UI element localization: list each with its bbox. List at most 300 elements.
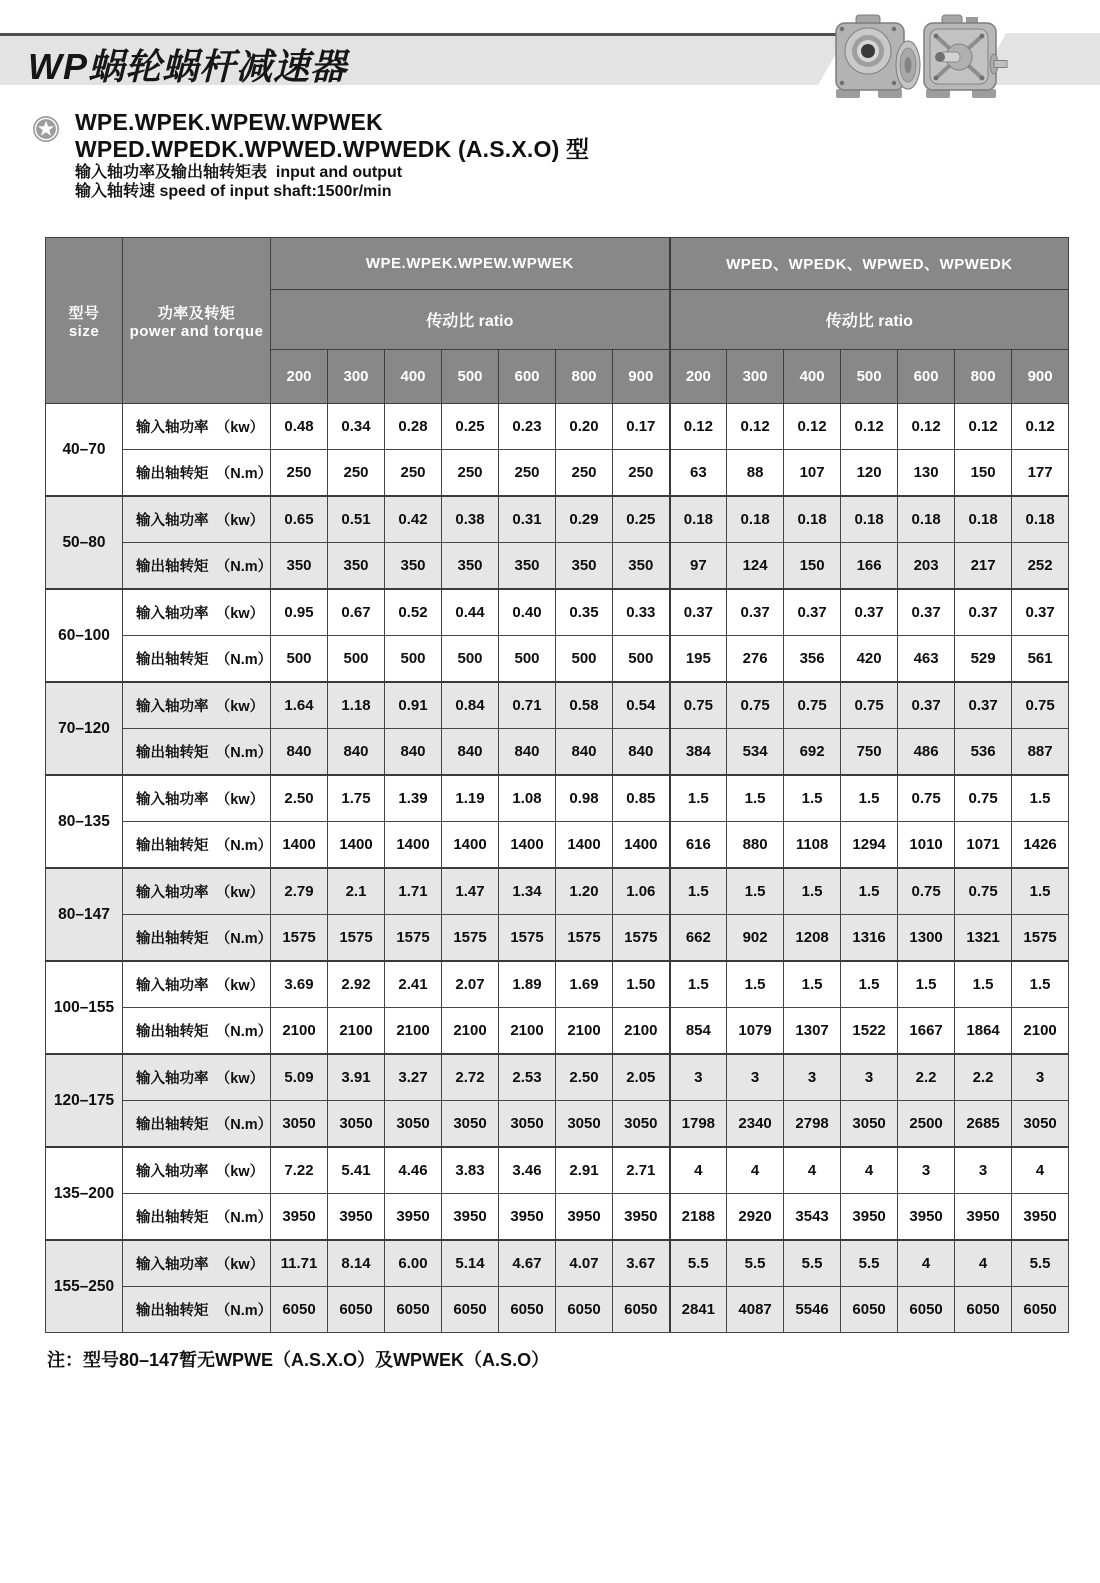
power-row — [46, 589, 1069, 636]
power-value: 0.33 — [613, 589, 670, 636]
power-value: 1.50 — [613, 961, 670, 1008]
power-value: 1.5 — [1012, 775, 1069, 822]
torque-row — [46, 543, 1069, 590]
torque-value: 500 — [613, 636, 670, 683]
power-value: 0.23 — [499, 404, 556, 450]
torque-value: 3950 — [442, 1194, 499, 1241]
power-value: 3 — [841, 1054, 898, 1101]
row-label-power: 输入轴功率 （kw） — [123, 775, 271, 822]
power-row — [46, 961, 1069, 1008]
power-value: 4 — [1012, 1147, 1069, 1194]
torque-value: 887 — [1012, 729, 1069, 776]
torque-value: 3950 — [271, 1194, 328, 1241]
torque-value: 6050 — [499, 1287, 556, 1333]
size-header-en: size — [68, 322, 100, 340]
torque-value: 500 — [385, 636, 442, 683]
power-value: 1.5 — [841, 775, 898, 822]
power-value: 0.12 — [727, 404, 784, 450]
power-value: 0.31 — [499, 496, 556, 543]
power-value: 0.37 — [898, 682, 955, 729]
power-value: 3 — [727, 1054, 784, 1101]
torque-value: 3950 — [841, 1194, 898, 1241]
footnote: 注：型号80–147暂无WPWE（A.S.X.O）及WPWEK（A.S.O） — [47, 1350, 550, 1370]
torque-value: 840 — [613, 729, 670, 776]
torque-value: 561 — [1012, 636, 1069, 683]
power-value: 3.46 — [499, 1147, 556, 1194]
row-label-power: 输入轴功率 （kw） — [123, 404, 271, 450]
torque-value: 3050 — [385, 1101, 442, 1148]
torque-value: 3543 — [784, 1194, 841, 1241]
size-cell: 40–70 — [46, 404, 123, 497]
power-value: 0.25 — [442, 404, 499, 450]
power-value: 3.91 — [328, 1054, 385, 1101]
power-value: 0.71 — [499, 682, 556, 729]
torque-value: 500 — [556, 636, 613, 683]
torque-value: 217 — [955, 543, 1012, 590]
power-row — [46, 496, 1069, 543]
power-value: 0.40 — [499, 589, 556, 636]
ratio-header-1-800: 800 — [556, 350, 613, 404]
torque-value: 6050 — [442, 1287, 499, 1333]
torque-value: 3050 — [271, 1101, 328, 1148]
torque-value: 356 — [784, 636, 841, 683]
power-value: 4.67 — [499, 1240, 556, 1287]
ratio-header-2-300: 300 — [727, 350, 784, 404]
power-value: 1.47 — [442, 868, 499, 915]
power-row — [46, 1240, 1069, 1287]
heading-block — [75, 109, 589, 201]
power-value: 3 — [1012, 1054, 1069, 1101]
torque-value: 2100 — [499, 1008, 556, 1055]
power-value: 0.37 — [727, 589, 784, 636]
torque-value: 130 — [898, 450, 955, 497]
power-value: 1.75 — [328, 775, 385, 822]
torque-value: 6050 — [556, 1287, 613, 1333]
torque-value: 6050 — [271, 1287, 328, 1333]
torque-row — [46, 1008, 1069, 1055]
power-value: 5.5 — [670, 1240, 727, 1287]
group1-ratio-label: 传动比 ratio — [271, 290, 670, 350]
power-value: 0.75 — [1012, 682, 1069, 729]
torque-value: 616 — [670, 822, 727, 869]
power-value: 1.5 — [727, 775, 784, 822]
power-value: 0.37 — [670, 589, 727, 636]
torque-value: 840 — [328, 729, 385, 776]
power-value: 2.72 — [442, 1054, 499, 1101]
power-header-zh: 功率及转矩 — [157, 304, 236, 322]
power-value: 0.84 — [442, 682, 499, 729]
power-header-en: power and torque — [129, 322, 264, 340]
torque-value: 6050 — [385, 1287, 442, 1333]
power-value: 0.91 — [385, 682, 442, 729]
torque-value: 276 — [727, 636, 784, 683]
row-label-power: 输入轴功率 （kw） — [123, 682, 271, 729]
torque-value: 500 — [271, 636, 328, 683]
size-cell: 100–155 — [46, 961, 123, 1054]
torque-value: 97 — [670, 543, 727, 590]
torque-value: 692 — [784, 729, 841, 776]
torque-value: 384 — [670, 729, 727, 776]
torque-value: 3950 — [499, 1194, 556, 1241]
torque-value: 124 — [727, 543, 784, 590]
torque-value: 252 — [1012, 543, 1069, 590]
model-series-line-2: WPED.WPEDK.WPWED.WPWEDK (A.S.X.O) 型 — [75, 136, 590, 162]
ratio-header-1-200: 200 — [271, 350, 328, 404]
torque-value: 1316 — [841, 915, 898, 962]
torque-value: 1798 — [670, 1101, 727, 1148]
torque-value: 1575 — [385, 915, 442, 962]
power-value: 0.12 — [841, 404, 898, 450]
size-cell: 70–120 — [46, 682, 123, 775]
torque-value: 3050 — [499, 1101, 556, 1148]
power-value: 4.07 — [556, 1240, 613, 1287]
power-value: 0.12 — [955, 404, 1012, 450]
torque-value: 6050 — [898, 1287, 955, 1333]
torque-value: 63 — [670, 450, 727, 497]
row-label-torque: 输出轴转矩 （N.m） — [123, 543, 271, 590]
row-label-power: 输入轴功率 （kw） — [123, 868, 271, 915]
torque-value: 500 — [499, 636, 556, 683]
size-column-header — [46, 238, 123, 404]
torque-value: 1300 — [898, 915, 955, 962]
torque-value: 840 — [499, 729, 556, 776]
row-label-torque: 输出轴转矩 （N.m） — [123, 450, 271, 497]
power-value: 1.69 — [556, 961, 613, 1008]
power-value: 0.48 — [271, 404, 328, 450]
ratio-header-2-900: 900 — [1012, 350, 1069, 404]
power-value: 1.71 — [385, 868, 442, 915]
torque-row — [46, 450, 1069, 497]
ratio-header-1-400: 400 — [385, 350, 442, 404]
power-value: 2.91 — [556, 1147, 613, 1194]
power-value: 2.50 — [271, 775, 328, 822]
torque-value: 840 — [556, 729, 613, 776]
row-label-torque: 输出轴转矩 （N.m） — [123, 1194, 271, 1241]
row-label-torque: 输出轴转矩 （N.m） — [123, 1101, 271, 1148]
power-value: 1.5 — [784, 868, 841, 915]
torque-value: 2798 — [784, 1101, 841, 1148]
power-value: 2.92 — [328, 961, 385, 1008]
ratio-header-2-400: 400 — [784, 350, 841, 404]
power-value: 4 — [955, 1240, 1012, 1287]
torque-value: 250 — [328, 450, 385, 497]
power-value: 0.18 — [898, 496, 955, 543]
torque-value: 500 — [442, 636, 499, 683]
torque-value: 2100 — [385, 1008, 442, 1055]
row-label-torque: 输出轴转矩 （N.m） — [123, 1008, 271, 1055]
power-value: 0.85 — [613, 775, 670, 822]
torque-value: 88 — [727, 450, 784, 497]
torque-value: 150 — [784, 543, 841, 590]
page-title: WP蜗轮蜗杆减速器 — [28, 46, 347, 87]
torque-value: 2100 — [271, 1008, 328, 1055]
power-value: 6.00 — [385, 1240, 442, 1287]
gear-reducer-photos — [826, 3, 1010, 105]
torque-value: 3950 — [1012, 1194, 1069, 1241]
torque-value: 250 — [613, 450, 670, 497]
torque-value: 1667 — [898, 1008, 955, 1055]
power-value: 3.83 — [442, 1147, 499, 1194]
torque-value: 529 — [955, 636, 1012, 683]
torque-value: 1400 — [328, 822, 385, 869]
power-row — [46, 1054, 1069, 1101]
torque-value: 2685 — [955, 1101, 1012, 1148]
power-value: 0.12 — [898, 404, 955, 450]
power-value: 7.22 — [271, 1147, 328, 1194]
power-value: 1.64 — [271, 682, 328, 729]
power-value: 0.37 — [955, 682, 1012, 729]
power-value: 1.5 — [898, 961, 955, 1008]
torque-value: 1400 — [613, 822, 670, 869]
power-value: 0.18 — [670, 496, 727, 543]
size-cell: 120–175 — [46, 1054, 123, 1147]
torque-value: 1575 — [328, 915, 385, 962]
power-value: 1.08 — [499, 775, 556, 822]
power-value: 1.06 — [613, 868, 670, 915]
power-value: 1.5 — [1012, 868, 1069, 915]
size-cell: 135–200 — [46, 1147, 123, 1240]
power-value: 4 — [727, 1147, 784, 1194]
torque-value: 177 — [1012, 450, 1069, 497]
size-cell: 50–80 — [46, 496, 123, 589]
torque-value: 840 — [385, 729, 442, 776]
torque-value: 2100 — [1012, 1008, 1069, 1055]
torque-value: 6050 — [1012, 1287, 1069, 1333]
ratio-header-1-500: 500 — [442, 350, 499, 404]
torque-value: 3950 — [385, 1194, 442, 1241]
power-value: 0.75 — [955, 868, 1012, 915]
ratio-header-1-300: 300 — [328, 350, 385, 404]
torque-row — [46, 1101, 1069, 1148]
power-value: 11.71 — [271, 1240, 328, 1287]
torque-value: 250 — [271, 450, 328, 497]
power-value: 1.89 — [499, 961, 556, 1008]
row-label-power: 输入轴功率 （kw） — [123, 589, 271, 636]
power-value: 0.75 — [898, 775, 955, 822]
torque-value: 1071 — [955, 822, 1012, 869]
torque-value: 1400 — [385, 822, 442, 869]
torque-value: 3950 — [556, 1194, 613, 1241]
row-label-power: 输入轴功率 （kw） — [123, 1240, 271, 1287]
power-value: 1.5 — [670, 868, 727, 915]
torque-value: 6050 — [955, 1287, 1012, 1333]
torque-value: 350 — [271, 543, 328, 590]
ratio-header-2-200: 200 — [670, 350, 727, 404]
power-value: 1.5 — [1012, 961, 1069, 1008]
torque-value: 662 — [670, 915, 727, 962]
power-value: 1.5 — [955, 961, 1012, 1008]
power-value: 2.07 — [442, 961, 499, 1008]
power-value: 5.41 — [328, 1147, 385, 1194]
power-value: 1.5 — [784, 775, 841, 822]
torque-value: 1575 — [613, 915, 670, 962]
torque-value: 1522 — [841, 1008, 898, 1055]
power-value: 2.79 — [271, 868, 328, 915]
torque-value: 3050 — [841, 1101, 898, 1148]
power-value: 1.5 — [784, 961, 841, 1008]
power-value: 1.5 — [841, 961, 898, 1008]
torque-value: 2188 — [670, 1194, 727, 1241]
power-value: 1.5 — [841, 868, 898, 915]
power-value: 0.18 — [1012, 496, 1069, 543]
torque-value: 107 — [784, 450, 841, 497]
torque-value: 880 — [727, 822, 784, 869]
power-value: 5.5 — [784, 1240, 841, 1287]
group1-title: WPE.WPEK.WPEW.WPWEK — [271, 238, 670, 290]
group-title-row — [46, 238, 1069, 290]
torque-value: 463 — [898, 636, 955, 683]
group2-title: WPED、WPEDK、WPWED、WPWEDK — [670, 238, 1069, 290]
torque-value: 350 — [385, 543, 442, 590]
power-value: 3 — [955, 1147, 1012, 1194]
power-value: 1.34 — [499, 868, 556, 915]
torque-value: 1208 — [784, 915, 841, 962]
row-label-torque: 输出轴转矩 （N.m） — [123, 1287, 271, 1333]
size-cell: 80–147 — [46, 868, 123, 961]
torque-value: 1575 — [442, 915, 499, 962]
torque-value: 536 — [955, 729, 1012, 776]
power-value: 4.46 — [385, 1147, 442, 1194]
torque-value: 486 — [898, 729, 955, 776]
power-value: 0.12 — [784, 404, 841, 450]
torque-value: 1400 — [499, 822, 556, 869]
torque-value: 120 — [841, 450, 898, 497]
row-label-power: 输入轴功率 （kw） — [123, 1147, 271, 1194]
group2-ratio-label: 传动比 ratio — [670, 290, 1069, 350]
power-value: 3.27 — [385, 1054, 442, 1101]
power-value: 1.5 — [727, 868, 784, 915]
torque-value: 840 — [271, 729, 328, 776]
torque-value: 1426 — [1012, 822, 1069, 869]
torque-value: 1079 — [727, 1008, 784, 1055]
power-value: 5.5 — [727, 1240, 784, 1287]
torque-value: 534 — [727, 729, 784, 776]
power-value: 0.65 — [271, 496, 328, 543]
power-value: 1.5 — [727, 961, 784, 1008]
power-value: 2.1 — [328, 868, 385, 915]
subtitle-speed: 输入轴转速 speed of input shaft:1500r/min — [75, 183, 392, 200]
torque-value: 2100 — [442, 1008, 499, 1055]
power-value: 5.5 — [1012, 1240, 1069, 1287]
power-value: 0.37 — [955, 589, 1012, 636]
torque-value: 500 — [328, 636, 385, 683]
table-header — [46, 238, 1069, 404]
torque-value: 6050 — [841, 1287, 898, 1333]
power-value: 5.5 — [841, 1240, 898, 1287]
torque-value: 3050 — [328, 1101, 385, 1148]
torque-value: 3050 — [1012, 1101, 1069, 1148]
torque-value: 1400 — [271, 822, 328, 869]
power-value: 5.09 — [271, 1054, 328, 1101]
power-value: 0.18 — [841, 496, 898, 543]
size-cell: 155–250 — [46, 1240, 123, 1333]
spec-table-wrap — [45, 237, 1069, 1333]
torque-value: 2100 — [556, 1008, 613, 1055]
size-cell: 60–100 — [46, 589, 123, 682]
power-value: 0.75 — [955, 775, 1012, 822]
row-label-torque: 输出轴转矩 （N.m） — [123, 636, 271, 683]
power-row — [46, 868, 1069, 915]
torque-value: 420 — [841, 636, 898, 683]
power-value: 1.5 — [670, 961, 727, 1008]
power-value: 4 — [784, 1147, 841, 1194]
torque-value: 203 — [898, 543, 955, 590]
power-value: 0.37 — [841, 589, 898, 636]
torque-value: 1294 — [841, 822, 898, 869]
torque-value: 840 — [442, 729, 499, 776]
torque-value: 6050 — [328, 1287, 385, 1333]
gear-reducer-photo-right — [924, 15, 1007, 98]
power-value: 4 — [670, 1147, 727, 1194]
torque-value: 1400 — [556, 822, 613, 869]
torque-value: 3950 — [613, 1194, 670, 1241]
power-value: 4 — [898, 1240, 955, 1287]
power-value: 1.18 — [328, 682, 385, 729]
torque-value: 3950 — [328, 1194, 385, 1241]
star-badge-icon — [32, 115, 60, 143]
row-label-torque: 输出轴转矩 （N.m） — [123, 822, 271, 869]
power-row — [46, 1147, 1069, 1194]
row-label-power: 输入轴功率 （kw） — [123, 1054, 271, 1101]
power-value: 3 — [784, 1054, 841, 1101]
torque-value: 750 — [841, 729, 898, 776]
torque-value: 1575 — [499, 915, 556, 962]
torque-value: 2841 — [670, 1287, 727, 1333]
torque-value: 250 — [442, 450, 499, 497]
torque-value: 854 — [670, 1008, 727, 1055]
torque-value: 1400 — [442, 822, 499, 869]
torque-value: 902 — [727, 915, 784, 962]
power-value: 1.19 — [442, 775, 499, 822]
power-value: 0.95 — [271, 589, 328, 636]
power-value: 0.38 — [442, 496, 499, 543]
power-value: 2.53 — [499, 1054, 556, 1101]
table-body — [46, 404, 1069, 1333]
model-series-line-1: WPE.WPEK.WPEW.WPWEK — [75, 109, 383, 135]
power-value: 0.67 — [328, 589, 385, 636]
band-top-line — [0, 33, 848, 36]
torque-value: 350 — [556, 543, 613, 590]
power-value: 0.20 — [556, 404, 613, 450]
ratio-header-1-900: 900 — [613, 350, 670, 404]
power-value: 0.25 — [613, 496, 670, 543]
power-value: 8.14 — [328, 1240, 385, 1287]
torque-row — [46, 1287, 1069, 1333]
power-value: 0.75 — [784, 682, 841, 729]
power-value: 0.52 — [385, 589, 442, 636]
row-label-power: 输入轴功率 （kw） — [123, 496, 271, 543]
power-value: 0.29 — [556, 496, 613, 543]
torque-value: 3050 — [442, 1101, 499, 1148]
torque-value: 2920 — [727, 1194, 784, 1241]
torque-value: 3950 — [955, 1194, 1012, 1241]
power-value: 0.37 — [784, 589, 841, 636]
torque-row — [46, 729, 1069, 776]
power-value: 0.12 — [1012, 404, 1069, 450]
torque-value: 4087 — [727, 1287, 784, 1333]
power-row — [46, 775, 1069, 822]
power-value: 2.2 — [955, 1054, 1012, 1101]
gear-reducer-photo-left — [836, 15, 920, 98]
power-value: 0.75 — [727, 682, 784, 729]
power-row — [46, 682, 1069, 729]
power-value: 1.5 — [670, 775, 727, 822]
torque-row — [46, 1194, 1069, 1241]
power-value: 0.18 — [955, 496, 1012, 543]
power-value: 0.75 — [898, 868, 955, 915]
power-value: 0.18 — [784, 496, 841, 543]
power-value: 1.39 — [385, 775, 442, 822]
